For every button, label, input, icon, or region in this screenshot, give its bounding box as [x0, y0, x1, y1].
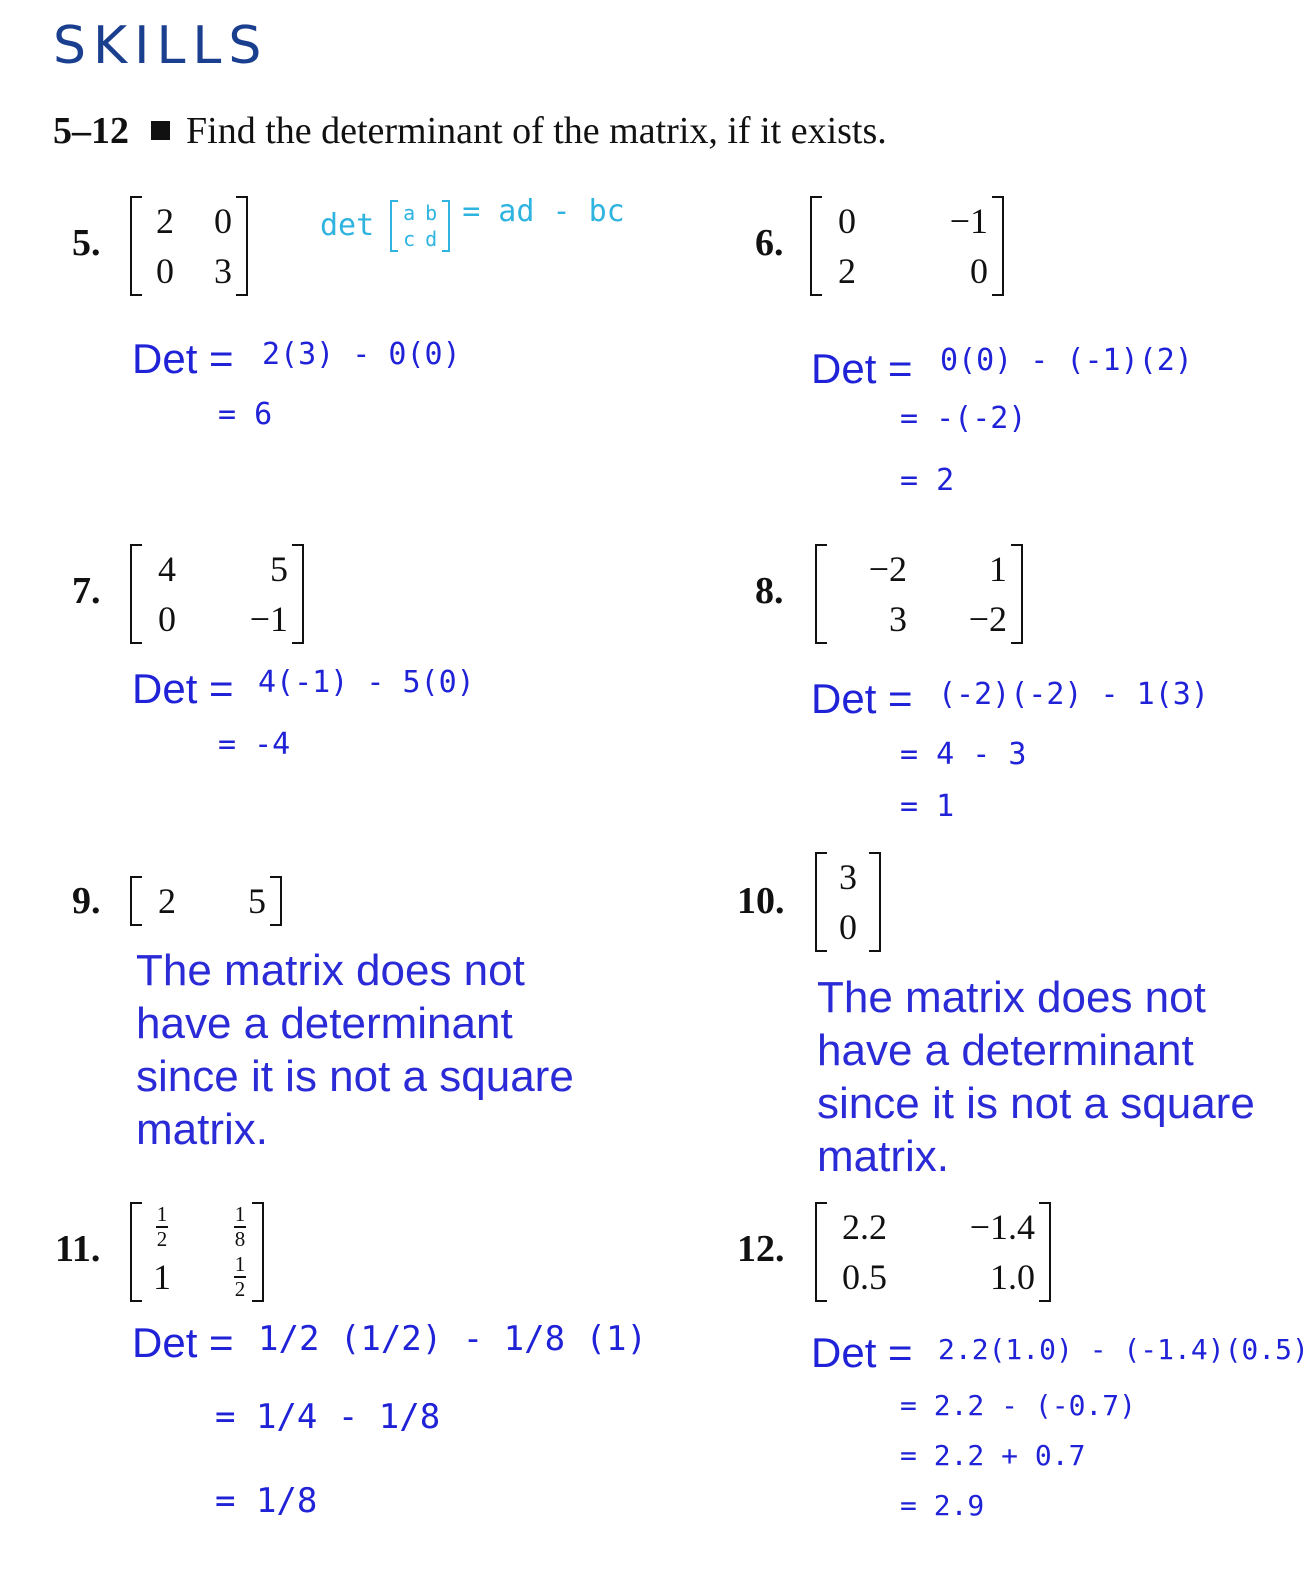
matrix-entry: −1	[249, 599, 288, 639]
det-label: Det =	[811, 345, 913, 392]
matrix-entry: 0	[970, 251, 988, 291]
det-label: Det =	[811, 675, 913, 722]
work-line: 1/2 (1/2) - 1/8 (1)	[258, 1319, 647, 1359]
det-label: Det =	[132, 1319, 234, 1366]
fraction: $\frac{1}{2}$	[156, 1202, 168, 1251]
matrix	[130, 876, 282, 926]
instruction-text: Find the determinant of the matrix, if it exists.	[186, 110, 887, 152]
matrix-entry: 0.5	[842, 1257, 887, 1297]
matrix	[815, 1202, 1051, 1302]
det-label: Det =	[132, 335, 234, 382]
work-line: (-2)(-2) - 1(3)	[938, 677, 1209, 712]
work-line: = 1	[900, 789, 955, 824]
work-line: = 2.2 + 0.7	[900, 1439, 1086, 1472]
hint-prefix: det	[320, 208, 375, 243]
matrix-entry: 5	[248, 881, 266, 921]
square-bullet-icon	[151, 121, 170, 140]
problem-number: 7.	[72, 570, 101, 612]
det-label: Det =	[811, 1329, 913, 1376]
matrix	[815, 852, 881, 952]
work-line: = 4 - 3	[900, 737, 1027, 772]
matrix-entry: 5	[270, 549, 288, 589]
fraction: $\frac{1}{2}$	[234, 1252, 246, 1301]
matrix	[810, 196, 1004, 296]
det-label: Det =	[132, 665, 234, 712]
matrix-entry: 2	[156, 201, 174, 241]
matrix-entry: 1.0	[990, 1257, 1035, 1297]
work-line: = 6	[218, 397, 273, 432]
matrix-entry: 1	[989, 549, 1007, 589]
problem-number: 10.	[737, 880, 785, 922]
matrix	[130, 1202, 264, 1302]
matrix-entry: 2	[158, 881, 176, 921]
hint-result: = ad - bc	[462, 194, 625, 229]
matrix-entry: −1	[949, 201, 988, 241]
matrix-entry: −1.4	[969, 1207, 1035, 1247]
matrix	[815, 544, 1023, 644]
work-line: = 2	[900, 463, 955, 498]
matrix-entry: 4	[158, 549, 176, 589]
no-determinant-note: The matrix does not have a determinant since it is not a square matrix.	[136, 946, 574, 1154]
matrix-entry: 0	[838, 201, 856, 241]
problem-number: 12.	[737, 1228, 785, 1270]
matrix-entry: 1	[153, 1257, 171, 1297]
work-line: = -(-2)	[900, 401, 1027, 436]
problem-range: 5–12	[53, 110, 129, 152]
work-line: 4(-1) - 5(0)	[258, 665, 475, 700]
problem-number: 6.	[755, 222, 784, 264]
work-line: = 2.2 - (-0.7)	[900, 1389, 1137, 1422]
work-line: 2(3) - 0(0)	[262, 337, 461, 372]
matrix-entry: 0	[158, 599, 176, 639]
problem-number: 8.	[755, 570, 784, 612]
formula-hint	[320, 194, 625, 252]
matrix-entry: 0	[156, 251, 174, 291]
section-heading: SKILLS	[53, 16, 269, 76]
matrix	[130, 544, 304, 644]
matrix-entry: 3	[214, 251, 232, 291]
matrix-entry: −2	[868, 549, 907, 589]
matrix-entry: 0	[214, 201, 232, 241]
matrix-entry: 0	[839, 907, 857, 947]
problem-number: 9.	[72, 880, 101, 922]
work-line: = 1/8	[215, 1481, 318, 1521]
matrix-entry: 2.2	[842, 1207, 887, 1247]
no-determinant-note: The matrix does not have a determinant since it is not a square matrix.	[817, 973, 1255, 1181]
work-line: 0(0) - (-1)(2)	[940, 343, 1193, 378]
matrix-entry: 3	[889, 599, 907, 639]
hint-matrix: a b c d	[390, 200, 450, 252]
fraction: $\frac{1}{8}$	[234, 1202, 246, 1251]
matrix-entry: 3	[839, 857, 857, 897]
problem-number: 11.	[55, 1228, 101, 1270]
work-line: = 1/4 - 1/8	[215, 1397, 441, 1437]
work-line: = 2.9	[900, 1489, 985, 1522]
matrix-entry: 2	[838, 251, 856, 291]
problem-number: 5.	[72, 222, 101, 264]
work-line: = -4	[218, 727, 291, 762]
matrix-entry: −2	[968, 599, 1007, 639]
work-line: 2.2(1.0) - (-1.4)(0.5)	[938, 1333, 1309, 1366]
instruction	[53, 112, 887, 150]
matrix	[130, 196, 248, 296]
